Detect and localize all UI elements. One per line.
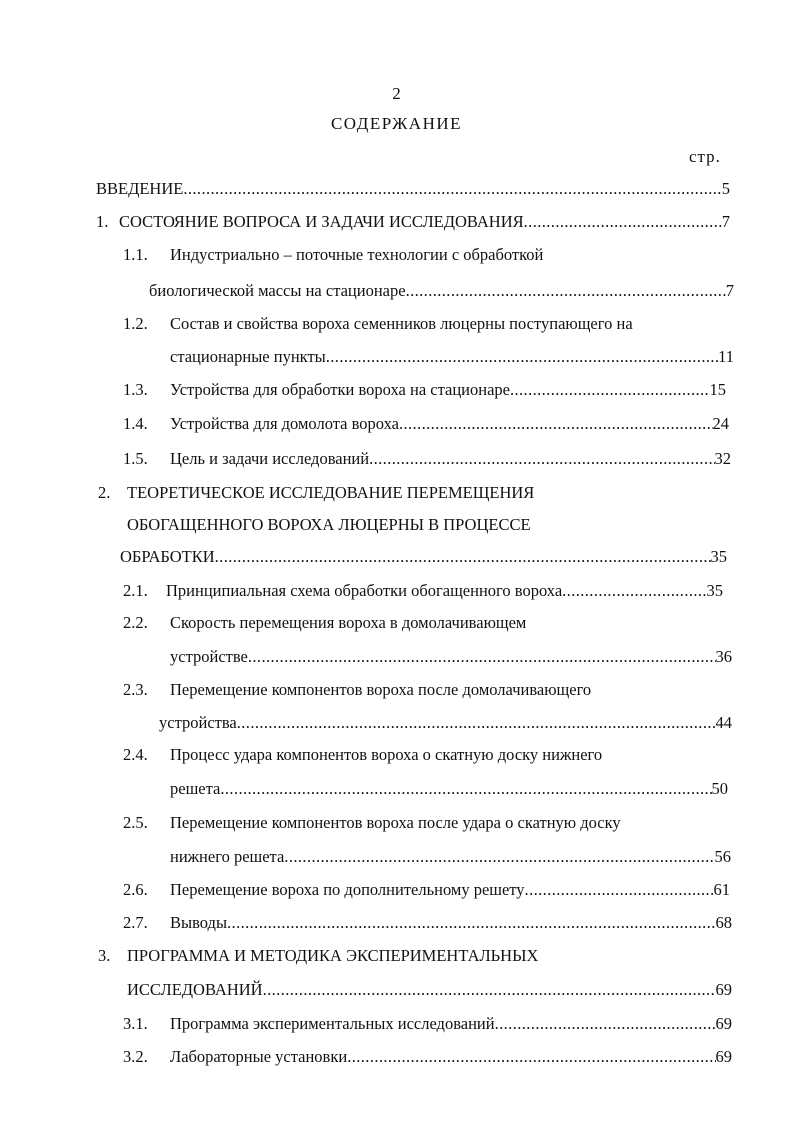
- toc-entry-number: 2.: [98, 483, 111, 502]
- toc-entry-1-1-cont: [149, 280, 734, 302]
- toc-entry-number: 2.3.: [123, 680, 148, 699]
- toc-leader: [399, 413, 713, 435]
- toc-entry-number: 1.3.: [123, 380, 148, 399]
- toc-entry-title-cont: устройстве: [170, 647, 248, 666]
- toc-leader: [183, 178, 721, 200]
- toc-page-number: 7: [725, 281, 734, 300]
- toc-entry-2-5: [123, 812, 723, 834]
- toc-page-number: 5: [721, 179, 730, 198]
- toc-entry-title: Цель и задачи исследований: [170, 449, 370, 468]
- toc-entry-number: 2.7.: [123, 913, 148, 932]
- toc-page-number: 11: [718, 347, 734, 366]
- toc-entry-1-4: [123, 413, 729, 435]
- page-number: 2: [392, 84, 401, 103]
- toc-entry-title: Принципиальная схема обработки обогащенного вороха: [166, 581, 563, 600]
- toc-entry-2-6: [123, 879, 730, 901]
- toc-leader: [562, 580, 706, 602]
- toc-entry-title: Устройства для домолота вороха: [170, 414, 399, 433]
- toc-entry-number: 3.: [98, 946, 111, 965]
- toc-entry-number: 2.5.: [123, 813, 148, 832]
- toc-entry-title: Программа экспериментальных исследований: [170, 1014, 495, 1033]
- toc-page-number: 7: [721, 212, 730, 231]
- toc-entry-number: 1.2.: [123, 314, 148, 333]
- toc-entry-2: [98, 482, 698, 504]
- toc-entry-title-cont: устройства: [159, 713, 237, 732]
- toc-leader: [215, 546, 711, 568]
- toc-page-number: 50: [711, 779, 728, 798]
- toc-entry-title-cont: стационарные пункты: [170, 347, 326, 366]
- toc-entry-2-1: [123, 580, 723, 602]
- toc-leader: [406, 280, 726, 302]
- toc-entry-title-cont: ИССЛЕДОВАНИЙ: [127, 980, 263, 999]
- toc-entry-2-3-cont: [159, 712, 732, 734]
- toc-entry-2-4-cont: [170, 778, 728, 800]
- toc-entry-2-cont2: [120, 546, 727, 568]
- toc-leader: [347, 1046, 715, 1068]
- toc-page-number: 69: [715, 1014, 732, 1033]
- toc-entry-3-2: [123, 1046, 732, 1068]
- toc-entry-3-cont: [127, 979, 732, 1001]
- toc-leader: [495, 1013, 716, 1035]
- toc-entry-3-1: [123, 1013, 732, 1035]
- toc-page-number: 36: [715, 647, 732, 666]
- toc-leader: [284, 846, 714, 868]
- toc-entry-2-4: [123, 744, 723, 766]
- toc-leader: [369, 448, 714, 470]
- page-column-label: стр.: [689, 147, 721, 166]
- toc-entry-title: Выводы: [170, 913, 228, 932]
- toc-entry-2-5-cont: [170, 846, 731, 868]
- toc-entry-number: 1.: [96, 212, 109, 231]
- toc-entry-number: 2.4.: [123, 745, 148, 764]
- toc-leader: [524, 211, 722, 233]
- toc-leader: [326, 346, 718, 368]
- toc-entry-2-3: [123, 679, 723, 701]
- toc-entry-title-cont: ОБОГАЩЕННОГО ВОРОХА ЛЮЦЕРНЫ В ПРОЦЕССЕ: [127, 515, 531, 534]
- toc-entry-title-cont: решета: [170, 779, 221, 798]
- toc-entry-title: ПРОГРАММА И МЕТОДИКА ЭКСПЕРИМЕНТАЛЬНЫХ: [127, 946, 539, 965]
- toc-entry-2-7: [123, 912, 732, 934]
- toc-page-number: 44: [715, 713, 732, 732]
- toc-entry-title-cont: биологической массы на стационаре: [149, 281, 406, 300]
- toc-entry-intro: [96, 178, 730, 200]
- toc-page-number: 15: [709, 380, 726, 399]
- toc-entry-1-2: [123, 313, 723, 335]
- toc-entry-title: Индустриально – поточные технологии с обработкой: [170, 245, 544, 264]
- toc-entry-title: Скорость перемещения вороха в домолачивающем: [170, 613, 527, 632]
- toc-entry-title-cont: ОБРАБОТКИ: [120, 547, 215, 566]
- toc-entry-title: Состав и свойства вороха семенников люцерны поступающего на: [170, 314, 633, 333]
- toc-entry-number: 2.1.: [123, 581, 148, 600]
- toc-entry-2-2: [123, 612, 723, 634]
- toc-entry-title: Перемещение вороха по дополнительному решету: [170, 880, 525, 899]
- toc-entry-title: ВВЕДЕНИЕ: [96, 179, 184, 198]
- toc-page-number: 35: [710, 547, 727, 566]
- toc-entry-title: СОСТОЯНИЕ ВОПРОСА И ЗАДАЧИ ИССЛЕДОВАНИЯ: [119, 212, 524, 231]
- toc-entry-number: 3.1.: [123, 1014, 148, 1033]
- toc-entry-number: 2.6.: [123, 880, 148, 899]
- toc-entry-number: 1.4.: [123, 414, 148, 433]
- toc-page-number: 68: [715, 913, 732, 932]
- toc-entry-title: Устройства для обработки вороха на стационаре: [170, 380, 510, 399]
- toc-entry-number: 3.2.: [123, 1047, 148, 1066]
- toc-entry-2-cont1: [127, 514, 707, 536]
- toc-leader: [227, 912, 715, 934]
- toc-entry-number: 1.5.: [123, 449, 148, 468]
- toc-leader: [237, 712, 716, 734]
- toc-page-number: 35: [706, 581, 723, 600]
- toc-entry-title: ТЕОРЕТИЧЕСКОЕ ИССЛЕДОВАНИЕ ПЕРЕМЕЩЕНИЯ: [127, 483, 535, 502]
- toc-leader: [525, 879, 714, 901]
- toc-leader: [510, 379, 710, 401]
- toc-page-number: 56: [714, 847, 731, 866]
- toc-entry-1-5: [123, 448, 731, 470]
- toc-leader: [220, 778, 711, 800]
- toc-entry-1-2-cont: [170, 346, 734, 368]
- toc-entry-title: Перемещение компонентов вороха после удара о скатную доску: [170, 813, 621, 832]
- toc-entry-title: Перемещение компонентов вороха после домолачивающего: [170, 680, 592, 699]
- toc-entry-title-cont: нижнего решета: [170, 847, 285, 866]
- toc-entry-1-3: [123, 379, 726, 401]
- toc-entry-number: 1.1.: [123, 245, 148, 264]
- toc-page-number: 24: [712, 414, 729, 433]
- toc-entry-2-2-cont: [170, 646, 732, 668]
- toc-leader: [263, 979, 716, 1001]
- toc-leader: [248, 646, 716, 668]
- toc-page-number: 61: [713, 880, 730, 899]
- toc-entry-1: [96, 211, 730, 233]
- toc-page-number: 69: [715, 1047, 732, 1066]
- toc-entry-1-1: [123, 244, 703, 266]
- toc-page-number: 32: [714, 449, 731, 468]
- toc-entry-title: Лабораторные установки: [170, 1047, 348, 1066]
- toc-entry-title: Процесс удара компонентов вороха о скатную доску нижнего: [170, 745, 603, 764]
- toc-entry-number: 2.2.: [123, 613, 148, 632]
- toc-entry-3: [98, 945, 698, 967]
- toc-page-number: 69: [715, 980, 732, 999]
- page-title: СОДЕРЖАНИЕ: [330, 114, 463, 133]
